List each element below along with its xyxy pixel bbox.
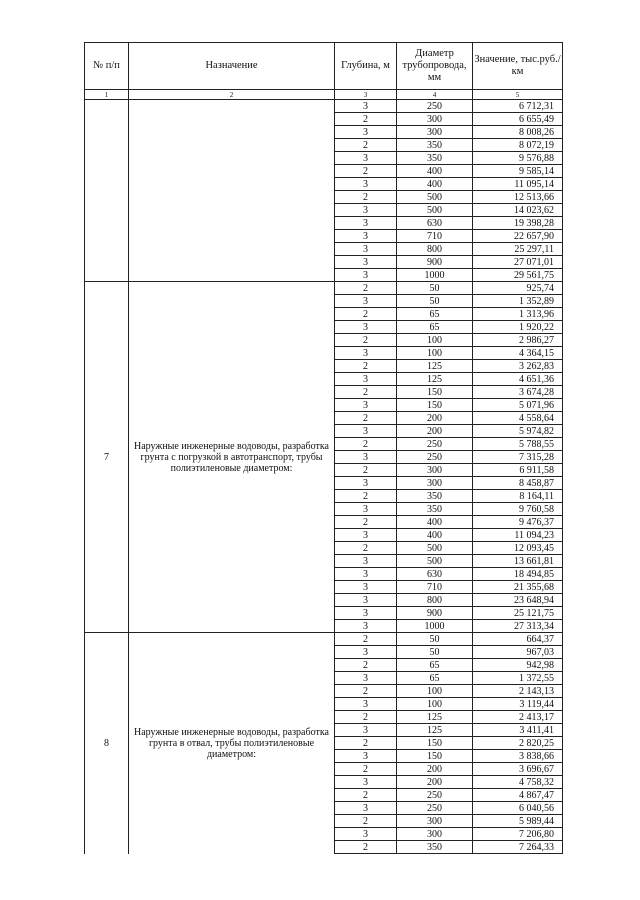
value-cell: 9 585,14 [473,165,563,178]
value-cell: 3 838,66 [473,750,563,763]
value-cell: 2 986,27 [473,334,563,347]
column-number: 5 [473,90,563,100]
depth-cell: 3 [335,321,397,334]
value-cell: 1 372,55 [473,672,563,685]
value-cell: 6 712,31 [473,100,563,113]
depth-cell: 2 [335,685,397,698]
depth-cell: 3 [335,269,397,282]
diameter-cell: 250 [397,438,473,451]
diameter-cell: 500 [397,555,473,568]
diameter-cell: 150 [397,750,473,763]
diameter-cell: 50 [397,633,473,646]
diameter-cell: 350 [397,152,473,165]
depth-cell: 3 [335,217,397,230]
value-cell: 13 661,81 [473,555,563,568]
diameter-cell: 710 [397,581,473,594]
diameter-cell: 300 [397,815,473,828]
depth-cell: 3 [335,503,397,516]
value-cell: 5 788,55 [473,438,563,451]
diameter-cell: 630 [397,568,473,581]
value-cell: 11 095,14 [473,178,563,191]
depth-cell: 2 [335,633,397,646]
diameter-cell: 65 [397,321,473,334]
value-cell: 6 655,49 [473,113,563,126]
depth-cell: 2 [335,438,397,451]
value-cell: 2 820,25 [473,737,563,750]
depth-cell: 2 [335,334,397,347]
diameter-cell: 710 [397,230,473,243]
depth-cell: 2 [335,386,397,399]
diameter-cell: 200 [397,425,473,438]
depth-cell: 3 [335,295,397,308]
depth-cell: 2 [335,789,397,802]
table-body [85,100,563,854]
depth-cell: 3 [335,672,397,685]
depth-cell: 2 [335,659,397,672]
diameter-cell: 350 [397,503,473,516]
value-cell: 8 164,11 [473,490,563,503]
diameter-cell: 350 [397,490,473,503]
diameter-cell: 150 [397,386,473,399]
diameter-cell: 250 [397,789,473,802]
depth-cell: 3 [335,581,397,594]
diameter-cell: 300 [397,113,473,126]
value-cell: 1 352,89 [473,295,563,308]
value-cell: 9 576,88 [473,152,563,165]
header-value: Значение, тыс.руб./км [473,43,563,90]
diameter-cell: 50 [397,295,473,308]
diameter-cell: 350 [397,139,473,152]
diameter-cell: 100 [397,698,473,711]
value-cell: 942,98 [473,659,563,672]
value-cell: 27 071,01 [473,256,563,269]
diameter-cell: 630 [397,217,473,230]
column-number: 2 [129,90,335,100]
diameter-cell: 500 [397,542,473,555]
diameter-cell: 300 [397,477,473,490]
header-row [85,43,563,90]
depth-cell: 2 [335,711,397,724]
table-row [85,282,563,295]
value-cell: 1 920,22 [473,321,563,334]
value-cell: 4 651,36 [473,373,563,386]
value-cell: 4 364,15 [473,347,563,360]
diameter-cell: 125 [397,711,473,724]
depth-cell: 3 [335,243,397,256]
value-cell: 23 648,94 [473,594,563,607]
value-cell: 6 040,56 [473,802,563,815]
diameter-cell: 500 [397,204,473,217]
description-cell: Наружные инженерные водоводы, разработка грунта с погрузкой в автотранспорт, трубы полиэтиленовые диаметром: [129,282,335,633]
depth-cell: 3 [335,204,397,217]
value-cell: 4 758,32 [473,776,563,789]
depth-cell: 3 [335,802,397,815]
depth-cell: 3 [335,230,397,243]
diameter-cell: 400 [397,529,473,542]
value-cell: 18 494,85 [473,568,563,581]
diameter-cell: 125 [397,360,473,373]
diameter-cell: 1000 [397,269,473,282]
value-cell: 29 561,75 [473,269,563,282]
value-cell: 25 297,11 [473,243,563,256]
description-cell [129,100,335,282]
depth-cell: 3 [335,698,397,711]
depth-cell: 3 [335,100,397,113]
diameter-cell: 200 [397,412,473,425]
depth-cell: 2 [335,113,397,126]
diameter-cell: 400 [397,516,473,529]
depth-cell: 2 [335,191,397,204]
value-cell: 7 206,80 [473,828,563,841]
diameter-cell: 400 [397,165,473,178]
diameter-cell: 300 [397,126,473,139]
depth-cell: 2 [335,815,397,828]
depth-cell: 3 [335,178,397,191]
depth-cell: 3 [335,646,397,659]
depth-cell: 3 [335,347,397,360]
diameter-cell: 50 [397,646,473,659]
depth-cell: 2 [335,542,397,555]
header-depth: Глубина, м [335,43,397,90]
diameter-cell: 800 [397,243,473,256]
diameter-cell: 1000 [397,620,473,633]
value-cell: 3 696,67 [473,763,563,776]
value-cell: 6 911,58 [473,464,563,477]
diameter-cell: 65 [397,672,473,685]
depth-cell: 3 [335,607,397,620]
depth-cell: 3 [335,568,397,581]
value-cell: 3 674,28 [473,386,563,399]
depth-cell: 2 [335,308,397,321]
diameter-cell: 125 [397,724,473,737]
diameter-cell: 800 [397,594,473,607]
depth-cell: 2 [335,165,397,178]
depth-cell: 3 [335,620,397,633]
diameter-cell: 300 [397,828,473,841]
diameter-cell: 250 [397,100,473,113]
depth-cell: 3 [335,477,397,490]
diameter-cell: 50 [397,282,473,295]
depth-cell: 2 [335,360,397,373]
value-cell: 9 760,58 [473,503,563,516]
row-number-cell [85,100,129,282]
depth-cell: 3 [335,399,397,412]
depth-cell: 2 [335,139,397,152]
depth-cell: 2 [335,412,397,425]
diameter-cell: 65 [397,308,473,321]
value-cell: 2 413,17 [473,711,563,724]
column-number: 4 [397,90,473,100]
depth-cell: 2 [335,490,397,503]
value-cell: 11 094,23 [473,529,563,542]
depth-cell: 2 [335,516,397,529]
value-cell: 7 315,28 [473,451,563,464]
diameter-cell: 900 [397,256,473,269]
value-cell: 9 476,37 [473,516,563,529]
column-number-row [85,90,563,100]
column-number: 1 [85,90,129,100]
depth-cell: 3 [335,750,397,763]
column-number: 3 [335,90,397,100]
depth-cell: 3 [335,152,397,165]
value-cell: 27 313,34 [473,620,563,633]
value-cell: 3 119,44 [473,698,563,711]
diameter-cell: 200 [397,776,473,789]
diameter-cell: 100 [397,347,473,360]
value-cell: 967,03 [473,646,563,659]
value-cell: 1 313,96 [473,308,563,321]
diameter-cell: 900 [397,607,473,620]
header-purpose: Назначение [129,43,335,90]
diameter-cell: 250 [397,802,473,815]
depth-cell: 3 [335,594,397,607]
depth-cell: 3 [335,256,397,269]
price-table-page [84,42,562,854]
diameter-cell: 150 [397,399,473,412]
value-cell: 19 398,28 [473,217,563,230]
value-cell: 2 143,13 [473,685,563,698]
diameter-cell: 350 [397,841,473,854]
diameter-cell: 100 [397,685,473,698]
diameter-cell: 100 [397,334,473,347]
diameter-cell: 300 [397,464,473,477]
depth-cell: 3 [335,724,397,737]
value-cell: 14 023,62 [473,204,563,217]
value-cell: 3 411,41 [473,724,563,737]
depth-cell: 3 [335,425,397,438]
diameter-cell: 400 [397,178,473,191]
row-number-cell: 8 [85,633,129,854]
value-cell: 5 989,44 [473,815,563,828]
value-cell: 4 867,47 [473,789,563,802]
price-table [84,42,563,854]
value-cell: 3 262,83 [473,360,563,373]
depth-cell: 2 [335,737,397,750]
diameter-cell: 250 [397,451,473,464]
diameter-cell: 500 [397,191,473,204]
value-cell: 925,74 [473,282,563,295]
depth-cell: 2 [335,464,397,477]
value-cell: 5 974,82 [473,425,563,438]
depth-cell: 2 [335,763,397,776]
value-cell: 5 071,96 [473,399,563,412]
depth-cell: 3 [335,126,397,139]
value-cell: 12 513,66 [473,191,563,204]
header-diameter: Диаметр трубопровода, мм [397,43,473,90]
value-cell: 664,37 [473,633,563,646]
value-cell: 22 657,90 [473,230,563,243]
value-cell: 25 121,75 [473,607,563,620]
diameter-cell: 150 [397,737,473,750]
value-cell: 12 093,45 [473,542,563,555]
table-row [85,633,563,646]
depth-cell: 3 [335,529,397,542]
value-cell: 21 355,68 [473,581,563,594]
value-cell: 4 558,64 [473,412,563,425]
value-cell: 8 072,19 [473,139,563,152]
diameter-cell: 65 [397,659,473,672]
header-no: № п/п [85,43,129,90]
depth-cell: 3 [335,776,397,789]
depth-cell: 3 [335,555,397,568]
value-cell: 8 008,26 [473,126,563,139]
depth-cell: 2 [335,841,397,854]
description-cell: Наружные инженерные водоводы, разработка грунта в отвал, трубы полиэтиленовые диаметром: [129,633,335,854]
diameter-cell: 200 [397,763,473,776]
depth-cell: 3 [335,828,397,841]
value-cell: 7 264,33 [473,841,563,854]
row-number-cell: 7 [85,282,129,633]
depth-cell: 3 [335,451,397,464]
diameter-cell: 125 [397,373,473,386]
depth-cell: 2 [335,282,397,295]
depth-cell: 3 [335,373,397,386]
value-cell: 8 458,87 [473,477,563,490]
table-row [85,100,563,113]
